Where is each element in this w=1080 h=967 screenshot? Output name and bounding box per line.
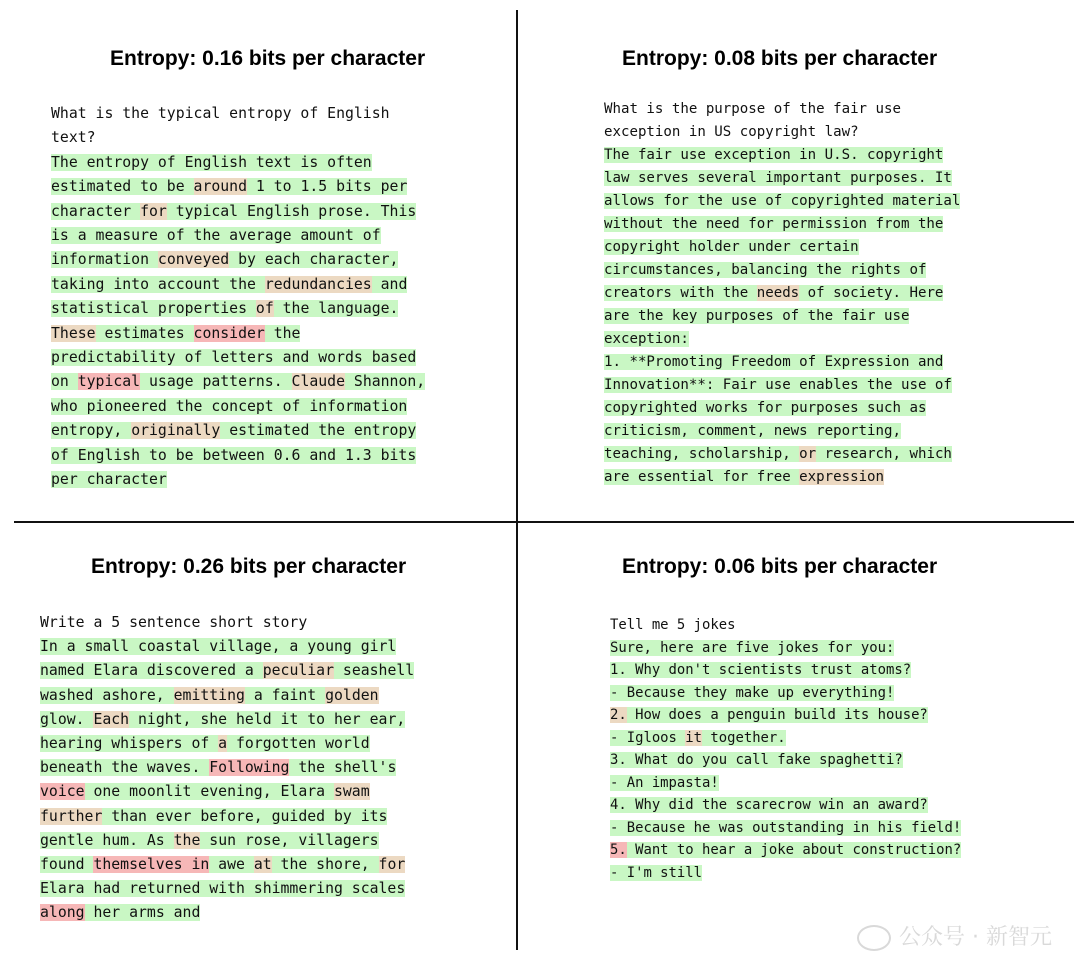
token-span: 1. Why don't scientists trust atoms? <box>610 662 912 678</box>
token-span: These <box>51 324 96 342</box>
response-line <box>40 708 414 732</box>
token-span: a <box>218 735 228 753</box>
response-line <box>610 637 961 660</box>
token-span: consider <box>193 324 265 342</box>
panel-text-4 <box>610 614 961 884</box>
watermark-text: 公众号 · 新智元 <box>899 925 1052 950</box>
token-span: Want to hear a joke about construction? <box>626 842 962 858</box>
token-span: named Elara discovered a <box>40 662 263 680</box>
token-span: are the key purposes of the fair use <box>604 308 910 324</box>
token-span: Following <box>209 759 290 777</box>
token-span: gentle hum. As <box>40 831 174 849</box>
response-line <box>604 328 960 351</box>
response-line <box>40 780 414 804</box>
token-span: seashell <box>334 662 415 680</box>
response-line <box>610 749 961 772</box>
response-line <box>604 259 960 282</box>
token-span: needs <box>756 285 800 301</box>
token-span: sun rose, villagers <box>200 831 379 849</box>
token-span: hearing whispers of <box>40 735 219 753</box>
token-span: 3. What do you call fake spaghetti? <box>610 752 903 768</box>
response-line <box>51 468 425 492</box>
token-span: are essential for free <box>604 469 800 485</box>
token-span: estimates <box>95 324 194 342</box>
panel-title-1: Entropy: 0.16 bits per character <box>110 47 426 70</box>
response-line <box>604 190 960 213</box>
token-span: expression <box>799 469 885 485</box>
token-span: typical English prose. This <box>166 202 417 220</box>
token-span: emitting <box>173 686 245 704</box>
response-line <box>610 727 961 750</box>
token-span: is a measure of the average amount of <box>51 227 381 245</box>
token-span: for <box>378 856 406 874</box>
token-span: the language. <box>273 300 399 318</box>
prompt-line: Write a 5 sentence short story <box>40 614 308 631</box>
response-line <box>604 144 960 167</box>
token-span: who pioneered the concept of information <box>51 397 408 415</box>
token-span: of society. Here <box>799 285 944 301</box>
response-line <box>40 684 414 708</box>
response-line <box>40 732 414 756</box>
response-line <box>51 346 425 370</box>
token-span: themselves in <box>93 856 210 874</box>
token-span: 1 to 1.5 bits per <box>247 178 408 196</box>
token-span: teaching, scholarship, <box>604 446 800 462</box>
response-line <box>604 167 960 190</box>
token-span: - Igloos <box>610 729 686 746</box>
token-span: taking into account the <box>51 275 265 293</box>
token-span: usage patterns. <box>140 373 292 391</box>
token-span: - Because they make up everything! <box>610 684 895 701</box>
response-line <box>51 297 425 321</box>
response-line <box>51 444 425 468</box>
token-span: without the need for permission from the <box>604 216 944 232</box>
token-span: entropy, <box>51 422 132 440</box>
panel-text-1 <box>51 102 425 493</box>
panel-title-3: Entropy: 0.26 bits per character <box>91 555 407 578</box>
response-line <box>40 635 414 659</box>
token-span: 2. <box>610 707 627 723</box>
response-line <box>51 151 425 175</box>
token-span: law serves several important purposes. It <box>604 170 952 186</box>
token-span: Claude <box>291 373 345 391</box>
response-line <box>40 853 414 877</box>
token-span: around <box>193 178 247 196</box>
token-span: a faint <box>244 686 326 704</box>
token-span: creators with the <box>604 285 757 301</box>
token-span: originally <box>131 422 221 440</box>
response-line <box>610 682 961 705</box>
token-span: on <box>51 373 78 391</box>
response-line <box>51 175 425 199</box>
token-span: estimated to be <box>51 178 194 196</box>
token-span: estimated the entropy <box>220 422 417 440</box>
token-span: further <box>40 807 103 825</box>
token-span: it <box>685 729 703 746</box>
response-line <box>51 248 425 272</box>
token-span: golden <box>325 686 379 704</box>
token-span: character <box>51 202 141 220</box>
response-line <box>604 397 960 420</box>
token-span: predictability of letters and words based <box>51 349 417 367</box>
token-span: the shore, <box>271 856 379 874</box>
response-line <box>40 829 414 853</box>
token-span: at <box>253 856 272 874</box>
response-line <box>610 772 961 795</box>
token-span: conveyed <box>157 251 230 269</box>
prompt-line: exception in US copyright law? <box>604 124 859 140</box>
token-span: her arms and <box>84 904 201 922</box>
token-span: research, which <box>816 446 952 462</box>
token-span: How does a penguin build its house? <box>626 707 928 723</box>
response-line <box>604 236 960 259</box>
response-line <box>51 200 425 224</box>
response-line <box>610 794 961 817</box>
response-line <box>610 862 961 885</box>
token-span: the shell's <box>289 759 397 777</box>
token-span: - Because he was outstanding in his field! <box>610 819 962 836</box>
token-span: voice <box>40 783 85 801</box>
token-span: per character <box>51 471 167 489</box>
response-line <box>604 282 960 305</box>
token-span: and <box>371 275 408 293</box>
response-line <box>51 419 425 443</box>
panel-title-4: Entropy: 0.06 bits per character <box>622 555 938 578</box>
panel-text-2 <box>604 98 960 489</box>
response-line <box>604 443 960 466</box>
token-span: copyrighted works for purposes such as <box>604 400 927 416</box>
response-line <box>610 704 961 727</box>
token-span: The fair use exception in U.S. copyright <box>604 147 944 163</box>
response-line <box>604 351 960 374</box>
token-span: 4. Why did the scarecrow win an award? <box>610 797 928 813</box>
horizontal-divider <box>14 521 1074 523</box>
response-line <box>610 659 961 682</box>
response-line <box>51 224 425 248</box>
token-span: washed ashore, <box>40 686 174 704</box>
response-line <box>51 273 425 297</box>
token-span: Sure, here are five jokes for you: <box>610 639 895 656</box>
response-line <box>40 901 414 925</box>
response-line <box>604 374 960 397</box>
vertical-divider <box>516 10 518 950</box>
response-line <box>604 213 960 236</box>
token-span: beneath the waves. <box>40 759 210 777</box>
token-span: information <box>51 251 158 269</box>
token-span: - An impasta! <box>610 774 719 791</box>
token-span: forgotten world <box>227 735 370 753</box>
prompt-line: text? <box>51 129 96 147</box>
token-span: copyright holder under certain <box>604 239 859 255</box>
token-span: statistical properties <box>51 300 256 318</box>
token-span: typical <box>77 373 141 391</box>
token-span: the <box>173 831 201 849</box>
prompt-line: Tell me 5 jokes <box>610 617 736 633</box>
token-span: swam <box>333 783 370 801</box>
token-span: than ever before, guided by its <box>102 807 388 825</box>
response-line <box>40 877 414 901</box>
response-line <box>51 395 425 419</box>
token-span: along <box>40 904 85 922</box>
response-line <box>40 756 414 780</box>
token-span: The entropy of English text is often <box>51 153 372 171</box>
token-span: circumstances, balancing the rights of <box>604 262 927 278</box>
response-line <box>51 322 425 346</box>
token-span: - I'm still <box>610 864 702 881</box>
token-span: together. <box>702 729 786 746</box>
response-line <box>40 805 414 829</box>
watermark <box>857 920 1052 951</box>
panel-text-3 <box>40 611 414 926</box>
token-span: exception: <box>604 331 689 347</box>
token-span: criticism, comment, news reporting, <box>604 423 901 439</box>
token-span: one moonlit evening, Elara <box>84 783 334 801</box>
token-span: night, she held it to her ear, <box>129 710 406 728</box>
response-line <box>604 305 960 328</box>
token-span: redundancies <box>264 275 372 293</box>
token-span: peculiar <box>262 662 334 680</box>
wechat-icon <box>857 925 891 951</box>
response-line <box>604 466 960 489</box>
response-line <box>40 659 414 683</box>
token-span: Elara had returned with shimmering scales <box>40 880 406 898</box>
token-span: or <box>799 446 817 462</box>
token-span: of <box>255 300 274 318</box>
token-span: by each character, <box>229 251 399 269</box>
prompt-line: What is the typical entropy of English <box>51 105 390 122</box>
token-span: awe <box>209 856 254 874</box>
token-span: 1. **Promoting Freedom of Expression and <box>604 354 944 370</box>
token-span: for <box>140 202 167 220</box>
token-span: Innovation**: Fair use enables the use of <box>604 377 952 393</box>
token-span: glow. <box>40 710 94 728</box>
response-line <box>610 839 961 862</box>
panel-title-2: Entropy: 0.08 bits per character <box>622 47 938 70</box>
response-line <box>604 420 960 443</box>
token-span: found <box>40 856 94 874</box>
token-span: Each <box>93 710 130 728</box>
token-span: allows for the use of copyrighted material <box>604 193 961 209</box>
token-span: of English to be between 0.6 and 1.3 bits <box>51 446 417 464</box>
prompt-line: What is the purpose of the fair use <box>604 101 901 117</box>
token-span: 5. <box>610 842 627 858</box>
token-span: In a small coastal village, a young girl <box>40 638 397 656</box>
response-line <box>610 817 961 840</box>
token-span: Shannon, <box>345 373 426 391</box>
response-line <box>51 370 425 394</box>
token-span: the <box>264 324 301 342</box>
